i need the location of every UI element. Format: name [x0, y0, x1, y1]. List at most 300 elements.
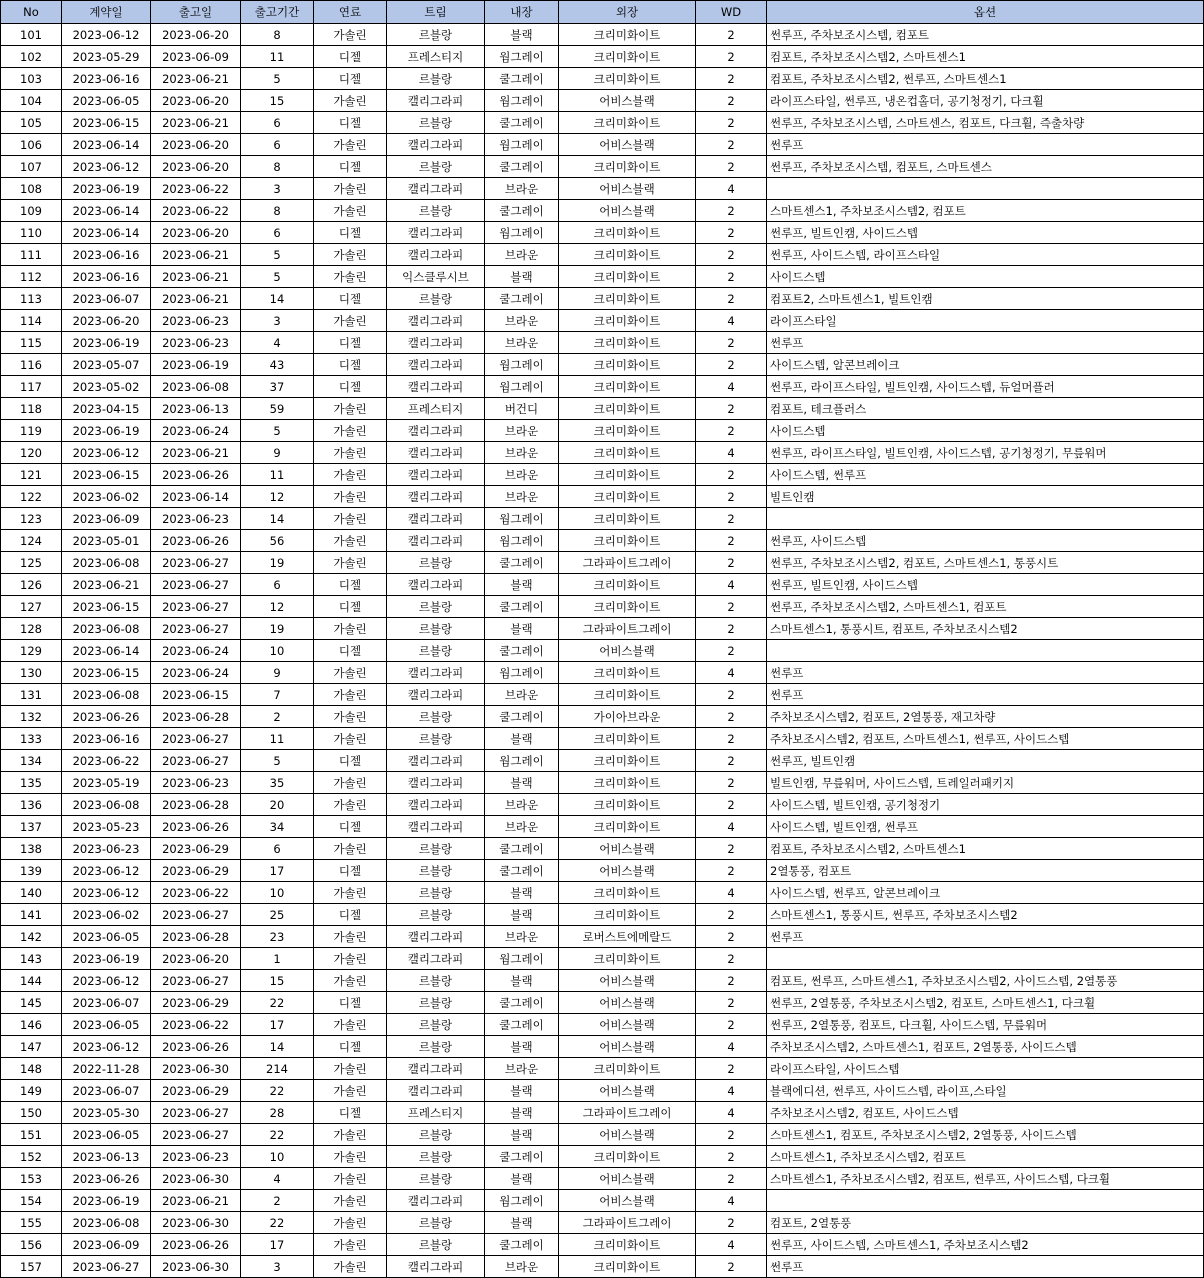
cell-exterior[interactable]: 크리미화이트: [559, 596, 696, 618]
cell-options[interactable]: 썬루프: [767, 1256, 1204, 1278]
cell-trim[interactable]: 르블랑: [387, 1234, 485, 1256]
cell-exterior[interactable]: 그라파이트그레이: [559, 552, 696, 574]
cell-options[interactable]: 주차보조시스템2, 컴포트, 2열통풍, 재고차량: [767, 706, 1204, 728]
cell-trim[interactable]: 르블랑: [387, 288, 485, 310]
cell-options[interactable]: 빌트인캠: [767, 486, 1204, 508]
cell-wd[interactable]: 4: [696, 1036, 767, 1058]
cell-no[interactable]: 145: [1, 992, 62, 1014]
cell-options[interactable]: 스마트센스1, 주차보조시스템2, 컴포트, 썬루프, 사이드스텝, 다크휠: [767, 1168, 1204, 1190]
cell-options[interactable]: 컴포트, 2열통풍: [767, 1212, 1204, 1234]
cell-interior[interactable]: 웜그레이: [485, 1190, 559, 1212]
cell-no[interactable]: 122: [1, 486, 62, 508]
cell-release-period[interactable]: 10: [241, 640, 314, 662]
cell-fuel[interactable]: 디젤: [314, 860, 387, 882]
cell-wd[interactable]: 2: [696, 288, 767, 310]
cell-wd[interactable]: 2: [696, 508, 767, 530]
cell-release-date[interactable]: 2023-06-20: [151, 24, 241, 46]
cell-wd[interactable]: 2: [696, 266, 767, 288]
cell-trim[interactable]: 르블랑: [387, 860, 485, 882]
cell-contract-date[interactable]: 2023-06-05: [62, 1014, 151, 1036]
cell-options[interactable]: 컴포트, 주차보조시스템2, 스마트센스1: [767, 46, 1204, 68]
cell-exterior[interactable]: 어비스블랙: [559, 992, 696, 1014]
cell-release-date[interactable]: 2023-06-28: [151, 794, 241, 816]
cell-no[interactable]: 144: [1, 970, 62, 992]
cell-interior[interactable]: 브라운: [485, 684, 559, 706]
cell-contract-date[interactable]: 2023-05-19: [62, 772, 151, 794]
cell-exterior[interactable]: 크리미화이트: [559, 904, 696, 926]
cell-release-period[interactable]: 12: [241, 486, 314, 508]
cell-exterior[interactable]: 크리미화이트: [559, 376, 696, 398]
header-no[interactable]: No: [1, 1, 62, 24]
cell-contract-date[interactable]: 2023-06-05: [62, 90, 151, 112]
cell-wd[interactable]: 2: [696, 1168, 767, 1190]
cell-interior[interactable]: 버건디: [485, 398, 559, 420]
cell-no[interactable]: 124: [1, 530, 62, 552]
cell-release-period[interactable]: 5: [241, 750, 314, 772]
cell-trim[interactable]: 르블랑: [387, 728, 485, 750]
cell-trim[interactable]: 익스클루시브: [387, 266, 485, 288]
cell-fuel[interactable]: 디젤: [314, 1102, 387, 1124]
cell-trim[interactable]: 르블랑: [387, 904, 485, 926]
cell-no[interactable]: 104: [1, 90, 62, 112]
cell-release-period[interactable]: 11: [241, 464, 314, 486]
cell-release-period[interactable]: 3: [241, 310, 314, 332]
cell-release-date[interactable]: 2023-06-21: [151, 112, 241, 134]
cell-interior[interactable]: 블랙: [485, 618, 559, 640]
cell-interior[interactable]: 브라운: [485, 464, 559, 486]
cell-options[interactable]: [767, 948, 1204, 970]
cell-fuel[interactable]: 가솔린: [314, 134, 387, 156]
cell-contract-date[interactable]: 2023-06-07: [62, 1080, 151, 1102]
cell-interior[interactable]: 블랙: [485, 574, 559, 596]
cell-fuel[interactable]: 가솔린: [314, 882, 387, 904]
cell-trim[interactable]: 르블랑: [387, 1146, 485, 1168]
cell-exterior[interactable]: 크리미화이트: [559, 420, 696, 442]
cell-exterior[interactable]: 크리미화이트: [559, 574, 696, 596]
cell-fuel[interactable]: 가솔린: [314, 948, 387, 970]
cell-options[interactable]: [767, 1190, 1204, 1212]
cell-options[interactable]: 썬루프: [767, 684, 1204, 706]
cell-release-date[interactable]: 2023-06-20: [151, 948, 241, 970]
cell-interior[interactable]: 쿨그레이: [485, 1146, 559, 1168]
cell-fuel[interactable]: 디젤: [314, 596, 387, 618]
cell-exterior[interactable]: 크리미화이트: [559, 486, 696, 508]
cell-trim[interactable]: 캘리그라피: [387, 354, 485, 376]
cell-options[interactable]: 썬루프, 주차보조시스템, 컴포트, 스마트센스: [767, 156, 1204, 178]
cell-options[interactable]: 사이드스텝: [767, 266, 1204, 288]
cell-release-date[interactable]: 2023-06-30: [151, 1168, 241, 1190]
cell-release-date[interactable]: 2023-06-20: [151, 156, 241, 178]
cell-trim[interactable]: 프레스티지: [387, 1102, 485, 1124]
cell-options[interactable]: 썬루프: [767, 926, 1204, 948]
cell-fuel[interactable]: 디젤: [314, 1036, 387, 1058]
cell-options[interactable]: 라이프스타일, 사이드스텝: [767, 1058, 1204, 1080]
cell-release-date[interactable]: 2023-06-15: [151, 684, 241, 706]
cell-release-period[interactable]: 6: [241, 134, 314, 156]
cell-contract-date[interactable]: 2023-06-08: [62, 618, 151, 640]
cell-fuel[interactable]: 가솔린: [314, 684, 387, 706]
cell-wd[interactable]: 4: [696, 1102, 767, 1124]
cell-options[interactable]: 썬루프, 라이프스타일, 빌트인캠, 사이드스텝, 듀얼머플러: [767, 376, 1204, 398]
cell-wd[interactable]: 2: [696, 772, 767, 794]
cell-release-period[interactable]: 59: [241, 398, 314, 420]
header-contract-date[interactable]: 계약일: [62, 1, 151, 24]
cell-contract-date[interactable]: 2023-06-14: [62, 200, 151, 222]
cell-wd[interactable]: 2: [696, 68, 767, 90]
cell-options[interactable]: 썬루프, 주차보조시스템, 스마트센스, 컴포트, 다크휠, 즉출차량: [767, 112, 1204, 134]
cell-release-period[interactable]: 214: [241, 1058, 314, 1080]
cell-wd[interactable]: 2: [696, 90, 767, 112]
cell-no[interactable]: 154: [1, 1190, 62, 1212]
cell-release-period[interactable]: 23: [241, 926, 314, 948]
cell-fuel[interactable]: 가솔린: [314, 1190, 387, 1212]
cell-fuel[interactable]: 디젤: [314, 750, 387, 772]
cell-interior[interactable]: 쿨그레이: [485, 1234, 559, 1256]
cell-release-date[interactable]: 2023-06-09: [151, 46, 241, 68]
cell-no[interactable]: 107: [1, 156, 62, 178]
cell-exterior[interactable]: 어비스블랙: [559, 640, 696, 662]
cell-wd[interactable]: 2: [696, 222, 767, 244]
cell-interior[interactable]: 브라운: [485, 1058, 559, 1080]
cell-fuel[interactable]: 가솔린: [314, 398, 387, 420]
cell-trim[interactable]: 캘리그라피: [387, 772, 485, 794]
cell-options[interactable]: 2열통풍, 컴포트: [767, 860, 1204, 882]
cell-fuel[interactable]: 가솔린: [314, 728, 387, 750]
cell-release-period[interactable]: 43: [241, 354, 314, 376]
cell-interior[interactable]: 블랙: [485, 904, 559, 926]
cell-no[interactable]: 116: [1, 354, 62, 376]
cell-no[interactable]: 152: [1, 1146, 62, 1168]
cell-fuel[interactable]: 가솔린: [314, 838, 387, 860]
cell-release-period[interactable]: 6: [241, 222, 314, 244]
cell-release-period[interactable]: 15: [241, 90, 314, 112]
cell-fuel[interactable]: 가솔린: [314, 1124, 387, 1146]
cell-options[interactable]: [767, 178, 1204, 200]
cell-contract-date[interactable]: 2023-06-12: [62, 442, 151, 464]
cell-interior[interactable]: 웜그레이: [485, 376, 559, 398]
cell-contract-date[interactable]: 2023-06-07: [62, 288, 151, 310]
cell-options[interactable]: 썬루프, 빌트인캠: [767, 750, 1204, 772]
cell-contract-date[interactable]: 2023-06-16: [62, 266, 151, 288]
cell-exterior[interactable]: 크리미화이트: [559, 68, 696, 90]
cell-release-date[interactable]: 2023-06-22: [151, 178, 241, 200]
cell-options[interactable]: 썬루프: [767, 662, 1204, 684]
cell-release-date[interactable]: 2023-06-20: [151, 90, 241, 112]
cell-options[interactable]: 썬루프, 빌트인캠, 사이드스텝: [767, 222, 1204, 244]
cell-release-period[interactable]: 5: [241, 68, 314, 90]
cell-contract-date[interactable]: 2023-06-02: [62, 486, 151, 508]
header-interior[interactable]: 내장: [485, 1, 559, 24]
cell-contract-date[interactable]: 2023-06-12: [62, 1036, 151, 1058]
cell-contract-date[interactable]: 2023-06-15: [62, 112, 151, 134]
cell-release-period[interactable]: 2: [241, 706, 314, 728]
cell-release-period[interactable]: 3: [241, 1256, 314, 1278]
cell-exterior[interactable]: 크리미화이트: [559, 288, 696, 310]
cell-contract-date[interactable]: 2023-05-30: [62, 1102, 151, 1124]
cell-wd[interactable]: 2: [696, 706, 767, 728]
cell-contract-date[interactable]: 2023-06-12: [62, 860, 151, 882]
cell-trim[interactable]: 르블랑: [387, 992, 485, 1014]
cell-options[interactable]: 썬루프, 사이드스텝, 라이프스타일: [767, 244, 1204, 266]
cell-exterior[interactable]: 가이아브라운: [559, 706, 696, 728]
cell-no[interactable]: 143: [1, 948, 62, 970]
cell-interior[interactable]: 블랙: [485, 1036, 559, 1058]
cell-interior[interactable]: 블랙: [485, 266, 559, 288]
cell-options[interactable]: 라이프스타일: [767, 310, 1204, 332]
cell-exterior[interactable]: 크리미화이트: [559, 24, 696, 46]
cell-wd[interactable]: 2: [696, 134, 767, 156]
cell-interior[interactable]: 웜그레이: [485, 354, 559, 376]
cell-options[interactable]: 썬루프, 2열통풍, 컴포트, 다크휠, 사이드스텝, 무릎워머: [767, 1014, 1204, 1036]
cell-interior[interactable]: 웜그레이: [485, 508, 559, 530]
cell-options[interactable]: 썬루프, 사이드스텝: [767, 530, 1204, 552]
cell-release-date[interactable]: 2023-06-14: [151, 486, 241, 508]
cell-options[interactable]: 컴포트, 주차보조시스템2, 스마트센스1: [767, 838, 1204, 860]
cell-fuel[interactable]: 가솔린: [314, 662, 387, 684]
cell-release-period[interactable]: 11: [241, 46, 314, 68]
header-exterior[interactable]: 외장: [559, 1, 696, 24]
cell-contract-date[interactable]: 2023-06-15: [62, 464, 151, 486]
cell-no[interactable]: 151: [1, 1124, 62, 1146]
cell-options[interactable]: 스마트센스1, 통풍시트, 컴포트, 주차보조시스템2: [767, 618, 1204, 640]
cell-trim[interactable]: 캘리그라피: [387, 310, 485, 332]
cell-trim[interactable]: 캘리그라피: [387, 332, 485, 354]
cell-release-period[interactable]: 6: [241, 574, 314, 596]
cell-no[interactable]: 101: [1, 24, 62, 46]
cell-contract-date[interactable]: 2023-06-12: [62, 24, 151, 46]
cell-trim[interactable]: 캘리그라피: [387, 684, 485, 706]
cell-fuel[interactable]: 가솔린: [314, 926, 387, 948]
cell-wd[interactable]: 4: [696, 662, 767, 684]
cell-release-date[interactable]: 2023-06-30: [151, 1058, 241, 1080]
cell-wd[interactable]: 2: [696, 1058, 767, 1080]
cell-release-date[interactable]: 2023-06-29: [151, 992, 241, 1014]
cell-exterior[interactable]: 어비스블랙: [559, 1124, 696, 1146]
cell-no[interactable]: 102: [1, 46, 62, 68]
cell-interior[interactable]: 웜그레이: [485, 530, 559, 552]
cell-wd[interactable]: 2: [696, 838, 767, 860]
cell-exterior[interactable]: 어비스블랙: [559, 1168, 696, 1190]
cell-fuel[interactable]: 디젤: [314, 46, 387, 68]
cell-fuel[interactable]: 가솔린: [314, 1080, 387, 1102]
cell-release-period[interactable]: 9: [241, 442, 314, 464]
cell-exterior[interactable]: 어비스블랙: [559, 838, 696, 860]
cell-wd[interactable]: 4: [696, 574, 767, 596]
cell-no[interactable]: 108: [1, 178, 62, 200]
cell-exterior[interactable]: 크리미화이트: [559, 794, 696, 816]
cell-no[interactable]: 134: [1, 750, 62, 772]
cell-no[interactable]: 112: [1, 266, 62, 288]
cell-contract-date[interactable]: 2023-06-08: [62, 552, 151, 574]
cell-interior[interactable]: 쿨그레이: [485, 200, 559, 222]
cell-no[interactable]: 157: [1, 1256, 62, 1278]
cell-contract-date[interactable]: 2023-06-19: [62, 178, 151, 200]
cell-release-period[interactable]: 1: [241, 948, 314, 970]
cell-wd[interactable]: 2: [696, 200, 767, 222]
cell-wd[interactable]: 2: [696, 860, 767, 882]
cell-release-period[interactable]: 6: [241, 112, 314, 134]
cell-trim[interactable]: 르블랑: [387, 24, 485, 46]
cell-no[interactable]: 150: [1, 1102, 62, 1124]
cell-exterior[interactable]: 크리미화이트: [559, 662, 696, 684]
cell-exterior[interactable]: 크리미화이트: [559, 310, 696, 332]
cell-release-date[interactable]: 2023-06-26: [151, 816, 241, 838]
cell-fuel[interactable]: 디젤: [314, 376, 387, 398]
cell-interior[interactable]: 브라운: [485, 244, 559, 266]
cell-fuel[interactable]: 가솔린: [314, 794, 387, 816]
header-options[interactable]: 옵션: [767, 1, 1204, 24]
cell-contract-date[interactable]: 2023-06-14: [62, 134, 151, 156]
cell-wd[interactable]: 4: [696, 310, 767, 332]
cell-interior[interactable]: 블랙: [485, 1124, 559, 1146]
cell-interior[interactable]: 브라운: [485, 794, 559, 816]
cell-release-date[interactable]: 2023-06-26: [151, 1036, 241, 1058]
cell-release-period[interactable]: 2: [241, 1190, 314, 1212]
cell-exterior[interactable]: 크리미화이트: [559, 1234, 696, 1256]
cell-release-period[interactable]: 14: [241, 1036, 314, 1058]
cell-wd[interactable]: 2: [696, 948, 767, 970]
cell-no[interactable]: 135: [1, 772, 62, 794]
cell-no[interactable]: 127: [1, 596, 62, 618]
cell-trim[interactable]: 캘리그라피: [387, 926, 485, 948]
cell-release-period[interactable]: 8: [241, 24, 314, 46]
cell-trim[interactable]: 캘리그라피: [387, 420, 485, 442]
cell-no[interactable]: 109: [1, 200, 62, 222]
cell-trim[interactable]: 캘리그라피: [387, 222, 485, 244]
cell-no[interactable]: 156: [1, 1234, 62, 1256]
cell-no[interactable]: 111: [1, 244, 62, 266]
cell-exterior[interactable]: 어비스블랙: [559, 134, 696, 156]
cell-wd[interactable]: 2: [696, 684, 767, 706]
cell-options[interactable]: 스마트센스1, 컴포트, 주차보조시스템2, 2열통풍, 사이드스텝: [767, 1124, 1204, 1146]
cell-interior[interactable]: 블랙: [485, 970, 559, 992]
cell-trim[interactable]: 르블랑: [387, 112, 485, 134]
cell-options[interactable]: 썬루프, 주차보조시스템2, 스마트센스1, 컴포트: [767, 596, 1204, 618]
cell-options[interactable]: 컴포트2, 스마트센스1, 빌트인캠: [767, 288, 1204, 310]
cell-wd[interactable]: 4: [696, 1080, 767, 1102]
cell-wd[interactable]: 2: [696, 156, 767, 178]
cell-trim[interactable]: 캘리그라피: [387, 376, 485, 398]
cell-wd[interactable]: 4: [696, 442, 767, 464]
cell-fuel[interactable]: 가솔린: [314, 772, 387, 794]
cell-contract-date[interactable]: 2023-06-14: [62, 640, 151, 662]
cell-contract-date[interactable]: 2023-06-19: [62, 420, 151, 442]
cell-exterior[interactable]: 어비스블랙: [559, 1190, 696, 1212]
cell-options[interactable]: 썬루프, 2열통풍, 주차보조시스템2, 컴포트, 스마트센스1, 다크휠: [767, 992, 1204, 1014]
cell-fuel[interactable]: 가솔린: [314, 266, 387, 288]
cell-wd[interactable]: 2: [696, 1014, 767, 1036]
cell-exterior[interactable]: 어비스블랙: [559, 1080, 696, 1102]
cell-wd[interactable]: 2: [696, 112, 767, 134]
cell-wd[interactable]: 2: [696, 354, 767, 376]
cell-no[interactable]: 141: [1, 904, 62, 926]
cell-interior[interactable]: 웜그레이: [485, 222, 559, 244]
cell-release-date[interactable]: 2023-06-21: [151, 266, 241, 288]
cell-trim[interactable]: 캘리그라피: [387, 1190, 485, 1212]
cell-contract-date[interactable]: 2023-06-14: [62, 222, 151, 244]
cell-trim[interactable]: 캘리그라피: [387, 1256, 485, 1278]
cell-no[interactable]: 119: [1, 420, 62, 442]
cell-release-date[interactable]: 2023-06-27: [151, 904, 241, 926]
cell-fuel[interactable]: 가솔린: [314, 970, 387, 992]
cell-no[interactable]: 132: [1, 706, 62, 728]
cell-interior[interactable]: 쿨그레이: [485, 288, 559, 310]
cell-fuel[interactable]: 가솔린: [314, 464, 387, 486]
cell-no[interactable]: 137: [1, 816, 62, 838]
cell-wd[interactable]: 4: [696, 178, 767, 200]
header-trim[interactable]: 트림: [387, 1, 485, 24]
cell-release-date[interactable]: 2023-06-27: [151, 1102, 241, 1124]
cell-options[interactable]: 컴포트, 테크플러스: [767, 398, 1204, 420]
cell-trim[interactable]: 캘리그라피: [387, 90, 485, 112]
cell-exterior[interactable]: 크리미화이트: [559, 442, 696, 464]
cell-no[interactable]: 146: [1, 1014, 62, 1036]
cell-wd[interactable]: 2: [696, 904, 767, 926]
cell-trim[interactable]: 르블랑: [387, 1212, 485, 1234]
cell-fuel[interactable]: 가솔린: [314, 486, 387, 508]
cell-contract-date[interactable]: 2023-06-05: [62, 1124, 151, 1146]
cell-contract-date[interactable]: 2023-06-15: [62, 596, 151, 618]
cell-fuel[interactable]: 가솔린: [314, 244, 387, 266]
cell-no[interactable]: 121: [1, 464, 62, 486]
cell-wd[interactable]: 2: [696, 750, 767, 772]
header-release-period[interactable]: 출고기간: [241, 1, 314, 24]
cell-contract-date[interactable]: 2023-05-23: [62, 816, 151, 838]
cell-fuel[interactable]: 디젤: [314, 640, 387, 662]
cell-options[interactable]: 주차보조시스템2, 스마트센스1, 컴포트, 2열통풍, 사이드스텝: [767, 1036, 1204, 1058]
cell-fuel[interactable]: 가솔린: [314, 1014, 387, 1036]
cell-options[interactable]: 스마트센스1, 주차보조시스템2, 컴포트: [767, 1146, 1204, 1168]
header-wd[interactable]: WD: [696, 1, 767, 24]
cell-no[interactable]: 103: [1, 68, 62, 90]
cell-no[interactable]: 139: [1, 860, 62, 882]
cell-options[interactable]: 사이드스텝, 썬루프, 알콘브레이크: [767, 882, 1204, 904]
cell-exterior[interactable]: 그라파이트그레이: [559, 1212, 696, 1234]
cell-trim[interactable]: 캘리그라피: [387, 486, 485, 508]
cell-exterior[interactable]: 로버스트에메랄드: [559, 926, 696, 948]
cell-options[interactable]: 사이드스텝, 빌트인캠, 썬루프: [767, 816, 1204, 838]
cell-trim[interactable]: 캘리그라피: [387, 1058, 485, 1080]
cell-wd[interactable]: 2: [696, 552, 767, 574]
cell-no[interactable]: 113: [1, 288, 62, 310]
cell-contract-date[interactable]: 2023-06-19: [62, 332, 151, 354]
cell-exterior[interactable]: 크리미화이트: [559, 882, 696, 904]
cell-exterior[interactable]: 크리미화이트: [559, 156, 696, 178]
cell-exterior[interactable]: 크리미화이트: [559, 1146, 696, 1168]
cell-release-date[interactable]: 2023-06-26: [151, 1234, 241, 1256]
cell-fuel[interactable]: 가솔린: [314, 530, 387, 552]
cell-trim[interactable]: 캘리그라피: [387, 574, 485, 596]
cell-options[interactable]: [767, 640, 1204, 662]
cell-contract-date[interactable]: 2023-06-16: [62, 68, 151, 90]
cell-no[interactable]: 115: [1, 332, 62, 354]
cell-release-date[interactable]: 2023-06-24: [151, 640, 241, 662]
cell-exterior[interactable]: 크리미화이트: [559, 222, 696, 244]
cell-exterior[interactable]: 그라파이트그레이: [559, 1102, 696, 1124]
cell-release-date[interactable]: 2023-06-24: [151, 420, 241, 442]
cell-release-period[interactable]: 56: [241, 530, 314, 552]
cell-wd[interactable]: 2: [696, 332, 767, 354]
cell-contract-date[interactable]: 2023-06-21: [62, 574, 151, 596]
cell-release-period[interactable]: 22: [241, 1212, 314, 1234]
cell-trim[interactable]: 캘리그라피: [387, 530, 485, 552]
cell-release-period[interactable]: 19: [241, 618, 314, 640]
cell-options[interactable]: 썬루프, 주차보조시스템, 컴포트: [767, 24, 1204, 46]
cell-exterior[interactable]: 그라파이트그레이: [559, 618, 696, 640]
cell-interior[interactable]: 블랙: [485, 772, 559, 794]
cell-release-date[interactable]: 2023-06-27: [151, 750, 241, 772]
cell-wd[interactable]: 4: [696, 882, 767, 904]
